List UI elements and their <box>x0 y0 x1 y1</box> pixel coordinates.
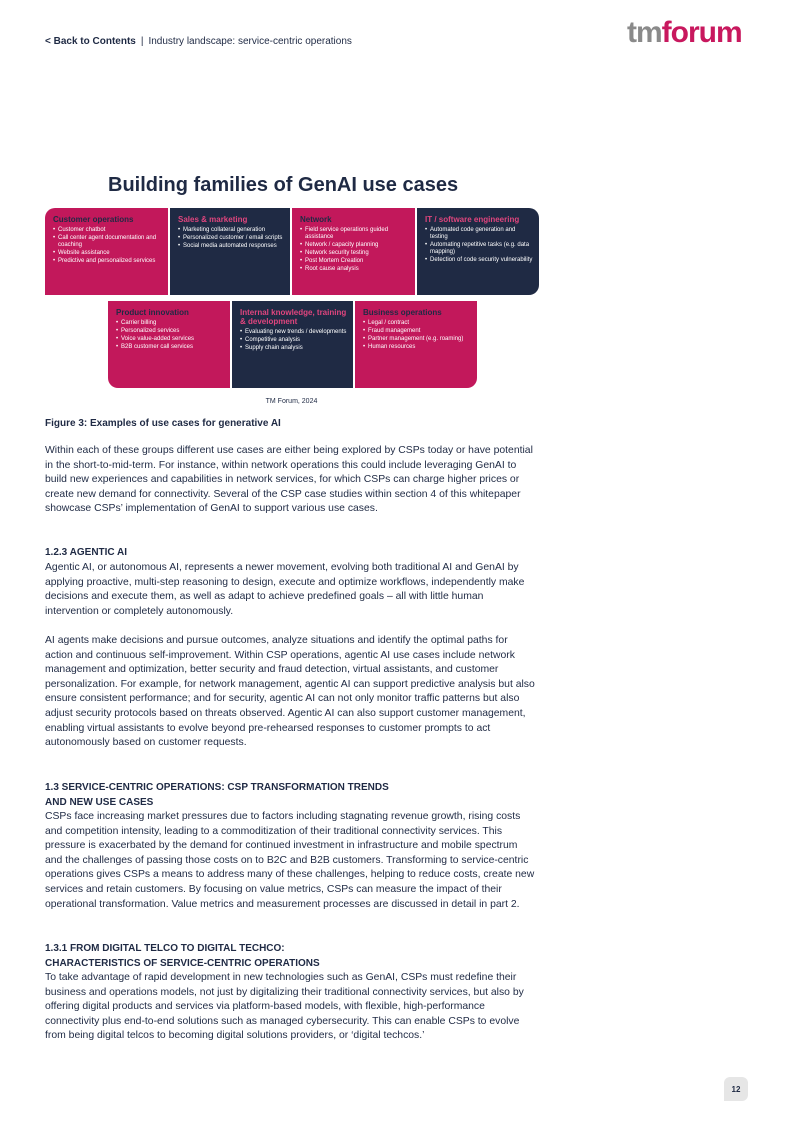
tile-sales-marketing <box>170 208 290 295</box>
tile-item: • Network security testing <box>300 250 410 257</box>
paragraph: To take advantage of rapid development in new technologies such as GenAI, CSPs must redefine their business and operations models, not just by digitalizing their traditional connectivity services, but also by offering digital products and services via platform-based models, with flexible, high-performance connectivity plus end-to-end solutions such as managed cybersecurity. This can enable CSPs to evolve from being digital telcos to becoming digital solutions providers, or ‘digital techcos.’ <box>45 972 524 1042</box>
tile-item: • Carrier billing <box>116 320 225 327</box>
paragraph: CSPs face increasing market pressures due to factors including stagnating revenue growth, rising costs and competition intensity, leading to a commoditization of their traditional connectivity services. This pressure is exacerbated by the demand for continued investment in infrastructure and mobile spectrum and the challenges of passing those costs on to B2C and B2B customers. Transforming to service-centric operations gives CSPs a means to address many of these challenges, helping to reduce costs, create new services and retain customers. By focusing on value metrics, CSPs can measure the impact of their operational transformation. Value metrics and measurement processes are discussed in detail in part 2. <box>45 811 535 910</box>
tile-item: • Voice value-added services <box>116 336 225 343</box>
tile-title: Business operations <box>363 308 442 317</box>
tile-item: • Evaluating new trends / developments <box>240 329 348 336</box>
tile-item: • Legal / contract <box>363 320 472 327</box>
tile-item: • Call center agent documentation and coaching <box>53 235 163 249</box>
tile-item: • Supply chain analysis <box>240 345 348 352</box>
tile-item: • Network / capacity planning <box>300 242 410 249</box>
tile-title: Internal knowledge, training & development <box>240 308 347 326</box>
header-separator: | <box>140 36 144 47</box>
tile-item: • Competitive analysis <box>240 337 348 344</box>
tile-item: • Personalized customer / email scripts <box>178 235 285 242</box>
tile-title: Customer operations <box>53 215 134 224</box>
tile-internal-knowledge <box>232 301 353 388</box>
tile-item: • Field service operations guided assistance <box>300 227 410 241</box>
tile-item: • Marketing collateral generation <box>178 227 285 234</box>
tile-item: • B2B customer call services <box>116 344 225 351</box>
section-heading: 1.2.3 AGENTIC AI <box>45 547 128 558</box>
section-heading: 1.3.1 FROM DIGITAL TELCO TO DIGITAL TECHCO: CHARACTERISTICS OF SERVICE-CENTRIC OPERATIONS <box>45 943 320 969</box>
tile-item: • Partner management (e.g. roaming) <box>363 336 472 343</box>
tile-item: • Detection of code security vulnerability <box>425 257 534 264</box>
tile-title: Sales & marketing <box>178 215 248 224</box>
tile-item: • Automated code generation and testing <box>425 227 534 241</box>
tmforum-logo: tmforum <box>627 16 742 49</box>
figure-credit: TM Forum, 2024 <box>265 398 318 405</box>
paragraph: AI agents make decisions and pursue outcomes, analyze situations and identify the optimal paths for action and continuous self-improvement. Within CSP operations, agentic AI use cases include network management and optimization, better security and fraud detection, virtual assistants, and customer personalization. For example, for network management, agentic AI can support predictive analysis but also ensure consistent performance; and for security, agentic AI can not only monitor traffic patterns but also adjust security protocols based on threats observed. Agentic AI can also support customer management, enabling virtual assistants to evolve beyond pre-rehearsed responses to customer prompts to act autonomously based on customer requests. <box>45 635 535 749</box>
tile-item: • Fraud management <box>363 328 472 335</box>
tile-title: IT / software engineering <box>425 215 520 224</box>
page-number: 12 <box>724 1077 748 1101</box>
tile-item: • Human resources <box>363 344 472 351</box>
tile-title: Product innovation <box>116 308 189 317</box>
section-title: Industry landscape: service-centric operations <box>148 36 352 47</box>
tile-item: • Root cause analysis <box>300 266 410 273</box>
paragraph: Agentic AI, or autonomous AI, represents a newer movement, evolving both traditional AI and GenAI by applying proactive, multi-step reasoning to design, execute and optimize workflows, independently make decisions and execute them, as well as adapt to achieve predefined goals – all with little human intervention or completely autonomously. <box>45 562 525 617</box>
tile-item: • Post Mortem Creation <box>300 258 410 265</box>
tile-title: Network <box>300 215 332 224</box>
tile-item: • Personalized services <box>116 328 225 335</box>
page-header <box>45 36 352 47</box>
tile-customer-operations <box>45 208 168 295</box>
back-to-contents-link[interactable]: < Back to Contents <box>45 36 136 47</box>
tile-product-innovation <box>108 301 230 388</box>
tile-item: • Website assistance <box>53 250 163 257</box>
tile-item: • Customer chatbot <box>53 227 163 234</box>
tile-business-operations <box>355 301 477 388</box>
figure-caption: Figure 3: Examples of use cases for generative AI <box>45 418 281 429</box>
tile-item: • Predictive and personalized services <box>53 258 163 265</box>
figure-title: Building families of GenAI use cases <box>108 174 459 196</box>
section-heading: 1.3 SERVICE-CENTRIC OPERATIONS: CSP TRANSFORMATION TRENDS AND NEW USE CASES <box>45 782 389 808</box>
tile-it-software-engineering <box>417 208 539 295</box>
tile-item: • Automating repetitive tasks (e.g. data mapping) <box>425 242 534 256</box>
tile-item: • Social media automated responses <box>178 243 285 250</box>
paragraph: Within each of these groups different use cases are either being explored by CSPs today or have potential in the short-to-mid-term. For instance, within network operations this could include leveraging GenAI to build new experiences and capabilities in network services, for which CSPs can charge higher prices or create new demand for connectivity. Several of the CSP case studies within section 4 of this whitepaper showcase CSPs’ implementation of GenAI to support various use cases. <box>45 445 533 515</box>
tile-network <box>292 208 415 295</box>
